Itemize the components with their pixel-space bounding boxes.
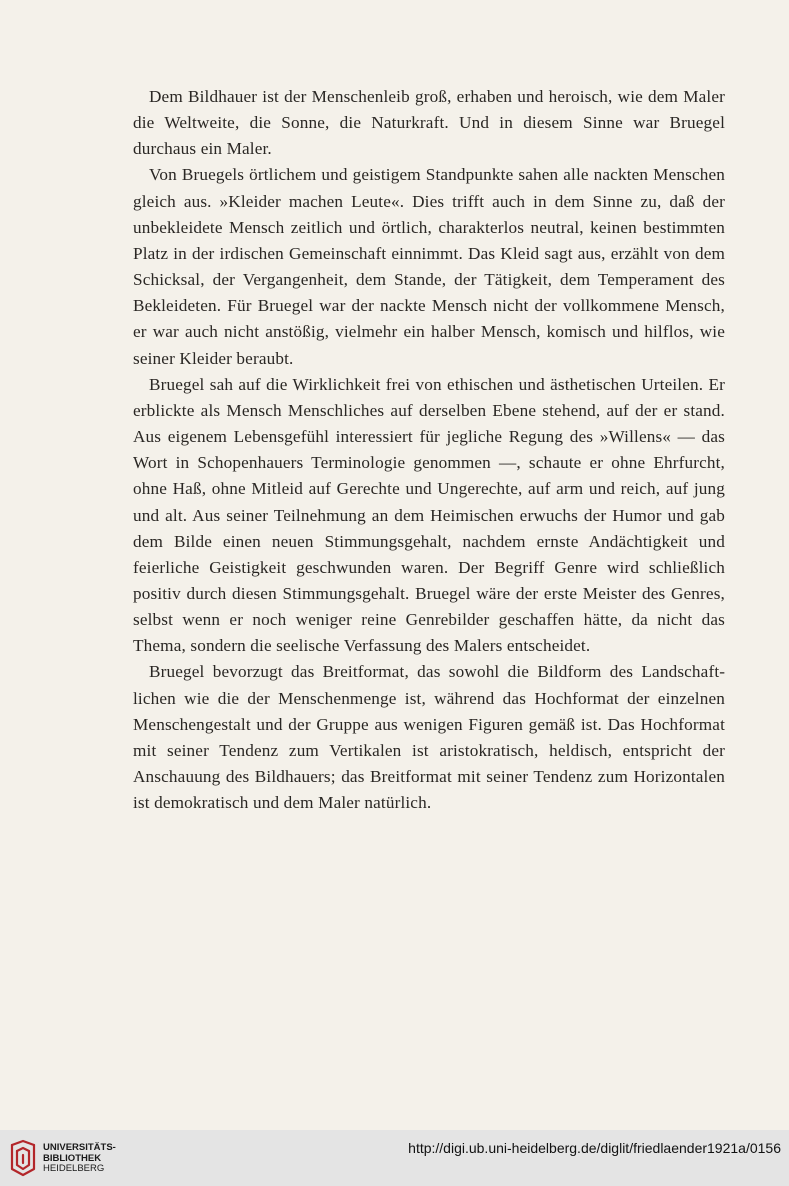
heidelberg-library-logo-icon <box>8 1139 38 1179</box>
library-footer <box>0 1130 789 1186</box>
paragraph-1: Dem Bildhauer ist der Menschenleib groß, erhaben und heroisch, wie dem Maler die Weltweite, die Sonne, die Naturkraft. Und in diesem Sinne war Bruegel durchaus ein Maler. <box>133 87 725 159</box>
paragraph-4: Bruegel bevorzugt das Breitformat, das sowohl die Bildform des Landschaftlichen wie die der Menschenmenge ist, während das Hochformat der einzelnen Menschengestalt und der Gruppe aus wenigen Figuren gemäß ist. Das Hochformat mit seiner Tendenz zum Vertikalen ist aristokratisch, heldisch, entspricht der Anschauung des Bildhauers; das Breitformat mit seiner Tendenz zum Horizontalen ist demokratisch und dem Maler natürlich. <box>133 662 725 813</box>
digital-library-url-link[interactable]: http://digi.ub.uni-heidelberg.de/diglit/friedlaender1921a/0156 <box>408 1140 781 1156</box>
paragraph-2: Von Bruegels örtlichem und geistigem Standpunkte sahen alle nackten Menschen gleich aus. »Kleider machen Leute«. Dies trifft auch in dem Sinne zu, daß der unbekleidete Mensch zeitlich und örtlich, charakterlos neutral, keinen bestimmten Platz in der irdischen Gemeinschaft einnimmt. Das Kleid sagt aus, erzählt von dem Schicksal, der Vergangenheit, dem Stande, der Tätigkeit, dem Temperament des Bekleideten. Für Bruegel war der nackte Mensch nicht der vollkommene Mensch, er war auch nicht anstößig, vielmehr ein halber Mensch, komisch und hilflos, wie seiner Kleider beraubt. <box>133 165 725 368</box>
paragraph-3: Bruegel sah auf die Wirklichkeit frei von ethischen und ästhetischen Urteilen. Er erblickte als Mensch Menschliches auf derselben Ebene stehend, auf der er stand. Aus eigenem Lebensgefühl interessiert für jegliche Regung des »Willens« — das Wort in Schopenhauers Terminologie genommen —, schaute er ohne Ehrfurcht, ohne Haß, ohne Mitleid auf Gerechte und Ungerechte, auf arm und reich, auf jung und alt. Aus seiner Teilnehmung an dem Heimischen erwuchs der Humor und gab dem Bilde einen neuen Stimmungsgehalt, nachdem ernste Andächtigkeit und feierliche Geistigkeit geschwunden waren. Der Begriff Genre wird schließlich positiv durch diesen Stimmungsgehalt. Bruegel wäre der erste Meister des Genres, selbst wenn er noch weniger reine Genrebilder geschaffen hätte, da nicht das Thema, sondern die seelische Verfassung des Malers entscheidet. <box>133 374 725 656</box>
page-body-text <box>133 84 725 816</box>
library-name-line2: BIBLIOTHEK <box>43 1152 102 1164</box>
library-name-line3: HEIDELBERG <box>43 1163 105 1174</box>
library-name-line1: UNIVERSITÄTS- <box>43 1142 116 1153</box>
library-name <box>43 1143 116 1175</box>
